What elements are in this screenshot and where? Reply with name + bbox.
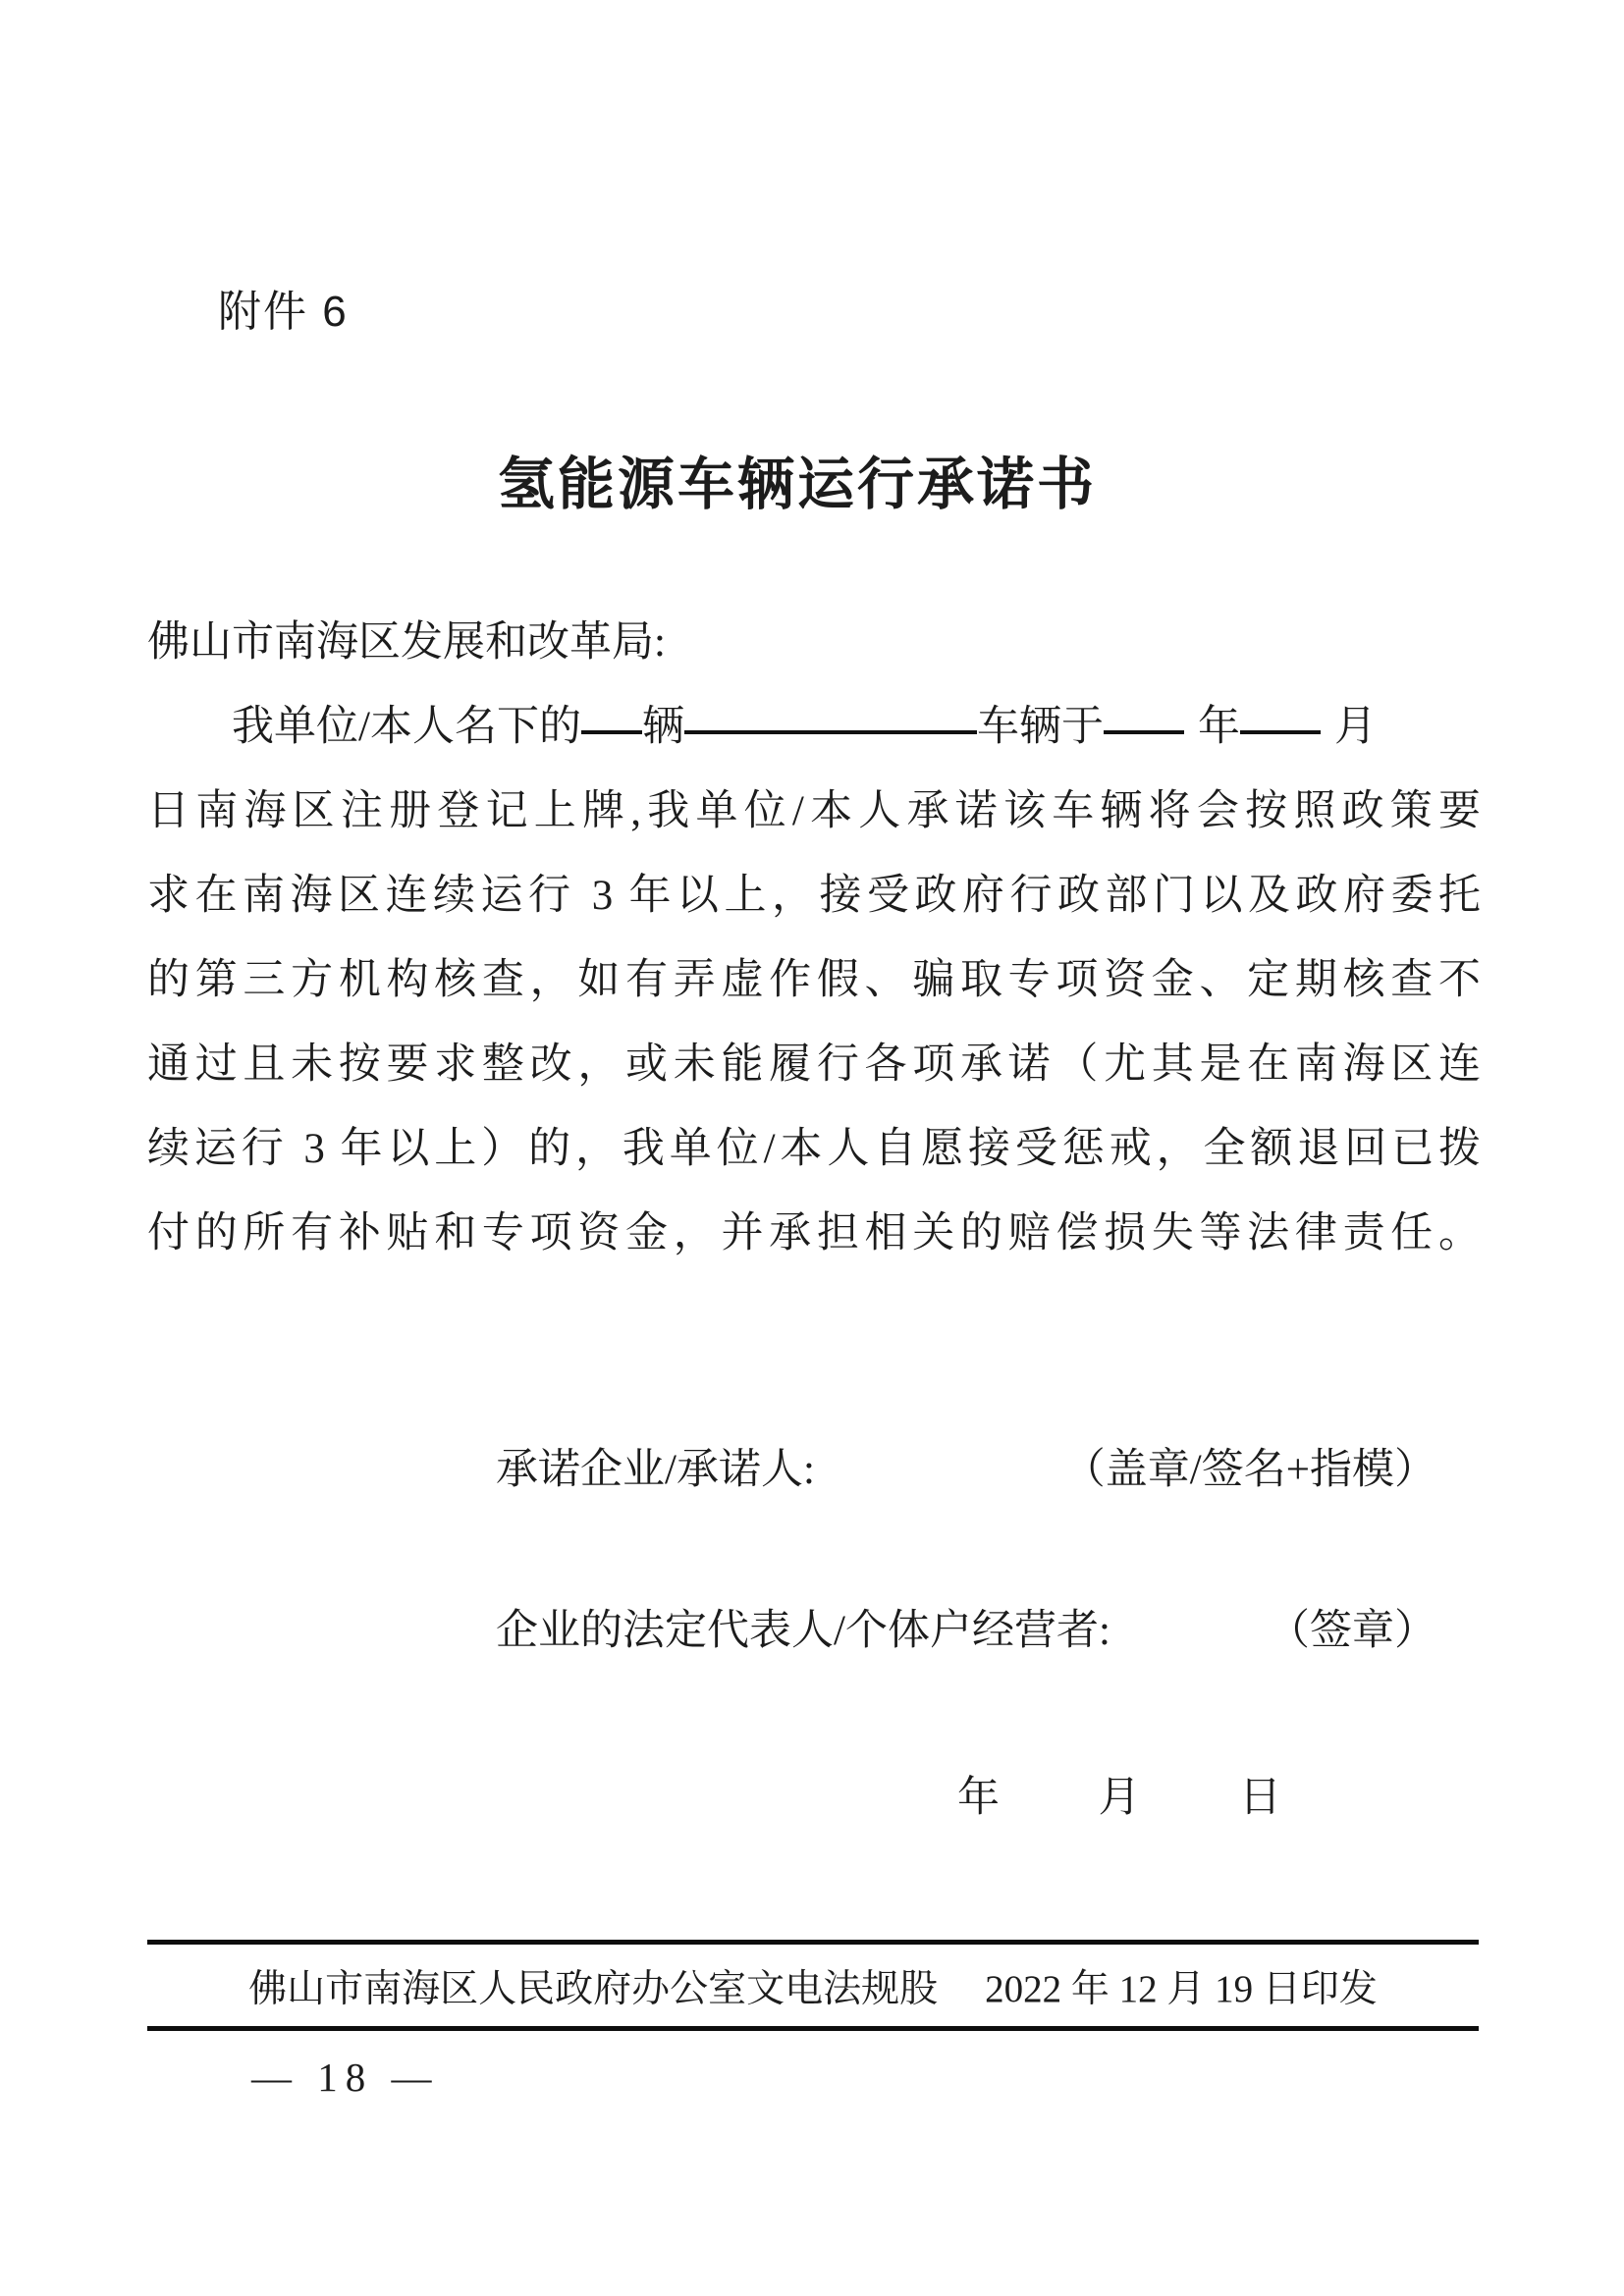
date-day-label: 日: [1239, 1775, 1281, 1821]
document-title: 氢能源车辆运行承诺书: [497, 453, 1097, 516]
paragraph-line: 续运行 3 年以上）的，我单位/本人自愿接受惩戒，全额退回已拨: [147, 1126, 1481, 1172]
blank-vehicle-model-field: [684, 679, 977, 734]
fillin-text-3: 车辆于: [976, 704, 1104, 750]
fillin-text-1: 我单位/本人名下的: [232, 704, 581, 750]
date-year-label: 年: [957, 1775, 1000, 1821]
signature-row-committer: [496, 1441, 1436, 1500]
blank-vehicle-count-field: [581, 679, 642, 734]
paragraph-line: 通过且未按要求整改，或未能履行各项承诺（尤其是在南海区连: [147, 1041, 1481, 1088]
footer-print-date: 2022 年 12 月 19 日印发: [985, 1968, 1378, 2010]
fillin-text-2: 辆: [641, 704, 684, 750]
date-month-label: 月: [1098, 1775, 1141, 1821]
paragraph-line: 日南海区注册登记上牌,我单位/本人承诺该车辆将会按照政策要: [147, 788, 1481, 834]
blank-year-field: [1104, 679, 1184, 734]
page-number: — 18 —: [251, 2055, 440, 2100]
body-text-block: [147, 601, 1481, 1276]
date-line: [957, 1769, 1281, 1828]
paragraph-line: 的第三方机构核查，如有弄虚作假、骗取专项资金、定期核查不: [147, 957, 1481, 1003]
footer-bottom-rule: [147, 2026, 1479, 2031]
paragraph-line: 求在南海区连续运行 3 年以上，接受政府行政部门以及政府委托: [147, 873, 1481, 919]
paragraph-line-fillin: [147, 685, 1481, 770]
legal-representative-label: 企业的法定代表人/个体户经营者:: [496, 1608, 1110, 1654]
committer-seal-note: （盖章/签名+指模）: [1062, 1447, 1436, 1493]
fillin-text-5: 月: [1333, 704, 1377, 750]
salutation-line: 佛山市南海区发展和改革局:: [147, 619, 666, 666]
committer-label: 承诺企业/承诺人:: [496, 1447, 815, 1493]
fillin-text-4: 年: [1197, 704, 1240, 750]
legal-representative-seal-note: （签章）: [1268, 1608, 1436, 1654]
footer-issuer: 佛山市南海区人民政府办公室文电法规股: [248, 1968, 939, 2010]
attachment-label: 附件 6: [218, 288, 349, 336]
footer-imprint-line: [147, 1959, 1479, 2020]
blank-month-field: [1240, 679, 1321, 734]
footer-top-rule: [147, 1940, 1479, 1945]
paragraph-line: 付的所有补贴和专项资金，并承担相关的赔偿损失等法律责任。: [147, 1210, 1481, 1256]
signature-row-legal-representative: [496, 1602, 1436, 1661]
